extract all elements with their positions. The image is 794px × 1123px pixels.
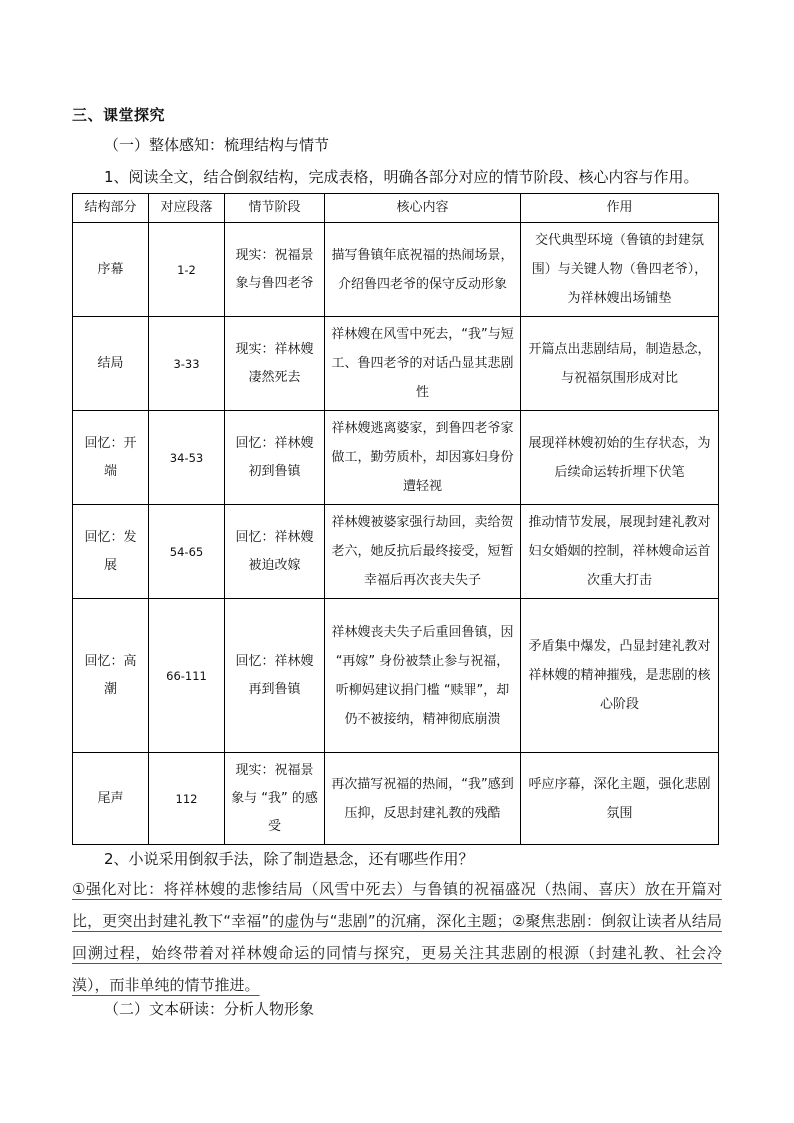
- cell-core-content: 描写鲁镇年底祝福的热闹场景，介绍鲁四老爷的保守反动形象: [325, 223, 521, 317]
- cell-function: 推动情节发展，展现封建礼教对妇女婚姻的控制，祥林嫂命运首次重大打击: [521, 505, 719, 599]
- cell-paragraphs: 3-33: [149, 317, 225, 411]
- cell-paragraphs: 112: [149, 753, 225, 845]
- subsection-title-1: （一）整体感知：梳理结构与情节: [104, 136, 330, 154]
- cell-structure: 尾声: [73, 753, 149, 845]
- cell-core-content: 再次描写祝福的热闹，“我”感到压抑，反思封建礼教的残酷: [325, 753, 521, 845]
- cell-structure: 回忆：开端: [73, 411, 149, 505]
- task-2-question: 2、小说采用倒叙手法，除了制造悬念，还有哪些作用？: [104, 850, 474, 868]
- cell-plot-stage: 回忆：祥林嫂再到鲁镇: [225, 599, 325, 753]
- table-row: [73, 317, 719, 411]
- cell-function: 矛盾集中爆发，凸显封建礼教对祥林嫂的精神摧残，是悲剧的核心阶段: [521, 599, 719, 753]
- cell-paragraphs: 34-53: [149, 411, 225, 505]
- cell-structure: 序幕: [73, 223, 149, 317]
- cell-structure: 回忆：高潮: [73, 599, 149, 753]
- table-row: [73, 599, 719, 753]
- header-structure: 结构部分: [73, 194, 149, 223]
- cell-core-content: 祥林嫂逃离婆家，到鲁四老爷家做工，勤劳质朴，却因寡妇身份遭轻视: [325, 411, 521, 505]
- cell-plot-stage: 现实：祝福景象与鲁四老爷: [225, 223, 325, 317]
- table-row: [73, 753, 719, 845]
- cell-structure: 回忆：发展: [73, 505, 149, 599]
- cell-structure: 结局: [73, 317, 149, 411]
- task-1-instruction: 1、阅读全文，结合倒叙结构，完成表格，明确各部分对应的情节阶段、核心内容与作用。: [104, 168, 699, 186]
- cell-plot-stage: 现实：祝福景象与 “我” 的感受: [225, 753, 325, 845]
- cell-paragraphs: 66-111: [149, 599, 225, 753]
- cell-core-content: 祥林嫂丧夫失子后重回鲁镇，因 “再嫁” 身份被禁止参与祝福，听柳妈建议捐门槛 “赎罪”，却仍不被接纳，精神彻底崩溃: [325, 599, 521, 753]
- cell-plot-stage: 回忆：祥林嫂初到鲁镇: [225, 411, 325, 505]
- cell-plot-stage: 现实：祥林嫂凄然死去: [225, 317, 325, 411]
- cell-function: 呼应序幕，深化主题，强化悲剧氛围: [521, 753, 719, 845]
- structure-table: [72, 193, 719, 845]
- cell-plot-stage: 回忆：祥林嫂被迫改嫁: [225, 505, 325, 599]
- cell-core-content: 祥林嫂被婆家强行劫回，卖给贺老六，她反抗后最终接受，短暂幸福后再次丧夫失子: [325, 505, 521, 599]
- table-header-row: [73, 194, 719, 223]
- header-paragraphs: 对应段落: [149, 194, 225, 223]
- subsection-title-2: （二）文本研读：分析人物形象: [104, 1000, 315, 1018]
- cell-paragraphs: 1-2: [149, 223, 225, 317]
- section-title: 三、课堂探究: [72, 106, 166, 124]
- table-row: [73, 223, 719, 317]
- cell-paragraphs: 54-65: [149, 505, 225, 599]
- table-row: [73, 505, 719, 599]
- header-plot-stage: 情节阶段: [225, 194, 325, 223]
- task-2-answer: ①强化对比：将祥林嫂的悲惨结局（风雪中死去）与鲁镇的祝福盛况（热闹、喜庆）放在开篇对比，更突出封建礼教下“幸福”的虚伪与“悲剧”的沉痛，深化主题；②聚焦悲剧：倒叙让读者从结局回溯过程，始终带着对祥林嫂命运的同情与探究，更易关注其悲剧的根源（封建礼教、社会冷漠），而非单纯的情节推进。: [72, 880, 722, 994]
- cell-core-content: 祥林嫂在风雪中死去，“我”与短工、鲁四老爷的对话凸显其悲剧性: [325, 317, 521, 411]
- cell-function: 开篇点出悲剧结局，制造悬念，与祝福氛围形成对比: [521, 317, 719, 411]
- header-core-content: 核心内容: [325, 194, 521, 223]
- cell-function: 展现祥林嫂初始的生存状态，为后续命运转折埋下伏笔: [521, 411, 719, 505]
- cell-function: 交代典型环境（鲁镇的封建氛围）与关键人物（鲁四老爷），为祥林嫂出场铺垫: [521, 223, 719, 317]
- header-function: 作用: [521, 194, 719, 223]
- table-row: [73, 411, 719, 505]
